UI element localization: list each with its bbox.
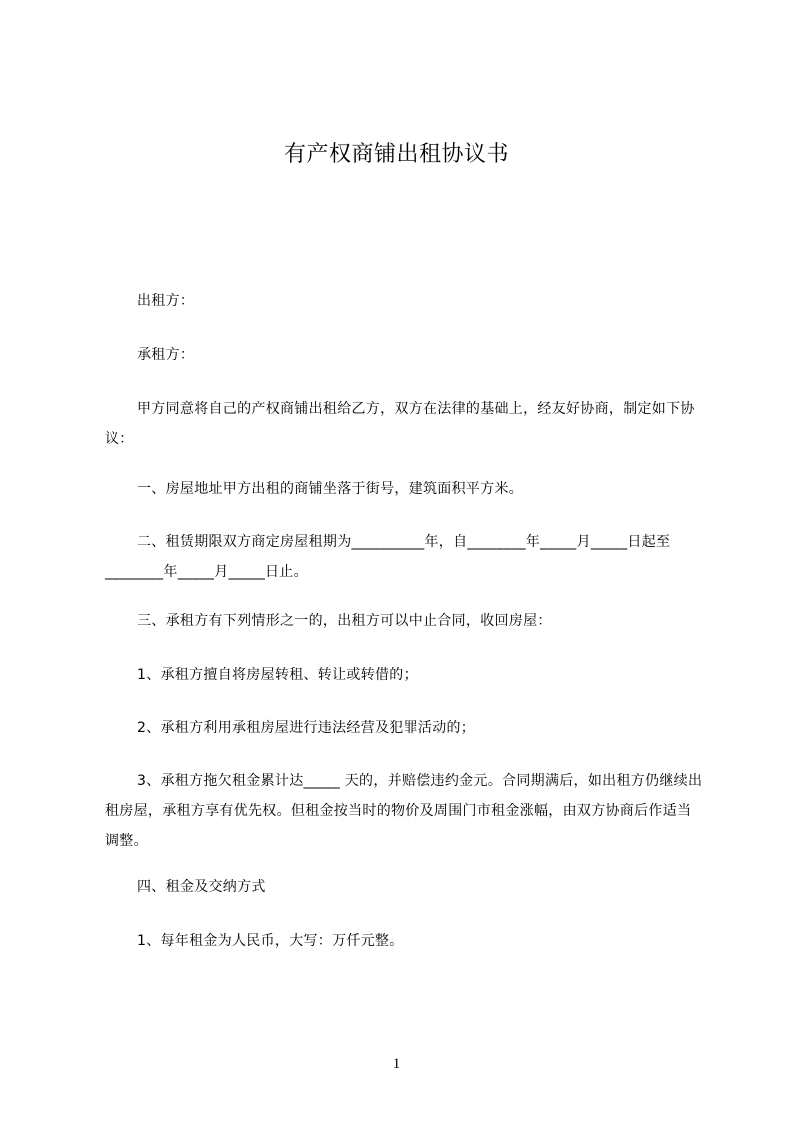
lessor-line: 出租方：	[137, 293, 195, 309]
clause-3-item-1: 1、承租方擅自将房屋转租、转让或转借的；	[137, 667, 418, 683]
clause-4-rent-payment: 四、租金及交纳方式	[137, 879, 266, 895]
clause-4-item-1: 1、每年租金为人民币，大写：万仟元整。	[137, 933, 404, 949]
clause-3-item-2: 2、承租方利用承租房屋进行违法经营及犯罪活动的；	[137, 720, 476, 736]
clause-3-item-3: 3、承租方拖欠租金累计达_____ 天的，并赔偿违约金元。合同期满后，如出租方仍继续出租房屋，承租方享有优先权。但租金按当时的物价及周围门市租金涨幅，由双方协商后作适当调整。	[105, 773, 703, 849]
lessee-line: 承租方：	[137, 347, 195, 363]
clause-3-termination: 三、承租方有下列情形之一的，出租方可以中止合同，收回房屋：	[137, 613, 552, 629]
intro-paragraph: 甲方同意将自己的产权商铺出租给乙方，双方在法律的基础上，经友好协商，制定如下协议：	[105, 401, 695, 447]
document-title: 有产权商铺出租协议书	[283, 142, 509, 167]
clause-1-address: 一、房屋地址甲方出租的商铺坐落于街号，建筑面积平方米。	[137, 481, 524, 497]
clause-2-lease-term: 二、租赁期限双方商定房屋租期为__________年，自________年_____月_____日起至________年_____月_____日止。	[105, 534, 671, 580]
page-number: 1	[392, 1056, 401, 1072]
